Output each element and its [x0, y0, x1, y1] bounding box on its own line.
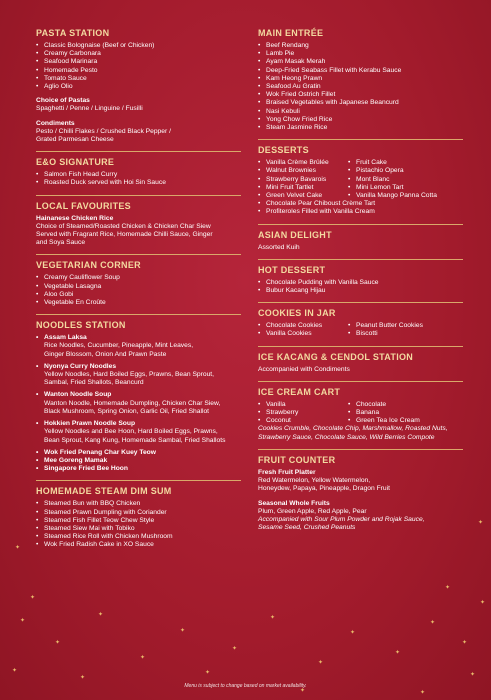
footer-note: Menu is subject to change based on market availability. — [184, 683, 307, 689]
star-icon: ✦ — [80, 675, 86, 681]
eo-signature-section — [36, 157, 241, 187]
star-icon: ✦ — [20, 618, 26, 624]
star-icon: ✦ — [430, 620, 436, 626]
star-icon: ✦ — [462, 640, 468, 646]
text-line: Accompanied with Condiments — [258, 365, 350, 373]
section-title: MAIN ENTRÉE — [258, 28, 324, 38]
star-icon: ✦ — [478, 520, 484, 526]
list-item: • Chocolate Cookies — [258, 322, 348, 330]
section-title: VEGETARIAN CORNER — [36, 260, 141, 271]
list-item: • Tomato Sauce — [36, 75, 241, 83]
list-item: • Wok Fried Radish Cake in XO Sauce — [36, 541, 241, 549]
text-line: Plum, Green Apple, Red Apple, Pear — [258, 507, 367, 515]
list-item: • Deep-Fried Seabass Fillet with Kerabu Sauce — [258, 67, 463, 75]
ice-cream-section — [258, 387, 463, 442]
list-item: • Nyonya Curry Noodles — [36, 363, 241, 371]
list-item: • Seafood Marinara — [36, 58, 241, 66]
list-item: • Roasted Duck served with Hoi Sin Sauce — [36, 179, 241, 187]
desserts-list-right — [348, 159, 437, 200]
list-item: • Vanilla Mango Panna Cotta — [348, 192, 437, 200]
desserts-section — [258, 145, 463, 216]
section-title: DESSERTS — [258, 145, 309, 156]
list-item: • Steamed Rice Roll with Chicken Mushroom — [36, 533, 241, 541]
list-item: • Steamed Siew Mai with Tobiko — [36, 525, 241, 533]
divider — [258, 302, 463, 303]
list-item: • Aglio Olio — [36, 83, 241, 91]
star-icon: ✦ — [318, 660, 324, 666]
text-line: Ginger Blossom, Onion And Prawn Paste — [44, 350, 167, 358]
star-icon: ✦ — [395, 650, 401, 656]
eo-list — [36, 171, 241, 187]
divider — [258, 346, 463, 347]
list-item: • Creamy Cauliflower Soup — [36, 274, 241, 282]
list-item: • Steamed Prawn Dumpling with Coriander — [36, 509, 241, 517]
divider — [258, 139, 463, 140]
divider — [36, 314, 241, 315]
list-item: • Steamed Fish Fillet Teow Chew Style — [36, 517, 241, 525]
icecream-list-left — [258, 401, 348, 426]
star-icon: ✦ — [445, 585, 451, 591]
divider — [258, 259, 463, 260]
list-item: • Walnut Brownies — [258, 167, 348, 175]
icecream-columns — [258, 401, 463, 426]
text-line: Black Mushroom, Spring Onion, Garlic Oil, Fried Shallot — [44, 407, 210, 415]
list-item: • Vanilla Cookies — [258, 330, 348, 338]
noodle-dish — [36, 334, 241, 359]
star-icon: ✦ — [140, 655, 146, 661]
star-icon: ✦ — [180, 628, 186, 634]
section-title: ASIAN DELIGHT — [258, 229, 332, 240]
list-item: • Vanilla — [258, 401, 348, 409]
text-line: Pesto / Chilli Flakes / Crushed Black Pepper / — [36, 127, 171, 135]
list-item: • Homemade Pesto — [36, 67, 241, 75]
dimsum-list — [36, 500, 241, 549]
section-title: PASTA STATION — [36, 28, 110, 38]
veg-list — [36, 274, 241, 307]
star-icon: ✦ — [55, 640, 61, 646]
sub-title: Fresh Fruit Platter — [258, 468, 316, 476]
noodle-dish — [36, 363, 241, 388]
list-item: • Fruit Cake — [348, 159, 437, 167]
section-title: ICE CREAM CART — [258, 386, 341, 397]
ice-kacang-section — [258, 352, 463, 374]
list-item: • Yong Chow Fried Rice — [258, 116, 463, 124]
list-item: • Wok Fried Ostrich Fillet — [258, 91, 463, 99]
list-item: • Mini Fruit Tartlet — [258, 184, 348, 192]
star-icon: ✦ — [350, 630, 356, 636]
text-line: Accompanied with Sour Plum Powder and Rojak Sauce, — [258, 515, 425, 523]
list-item: • Steam Jasmine Rice — [258, 124, 463, 132]
star-icon: ✦ — [470, 672, 476, 678]
sub-title: Condiments — [36, 119, 75, 127]
section-title: NOODLES STATION — [36, 320, 126, 331]
sub-title: Hainanese Chicken Rice — [36, 214, 114, 222]
text-line: Sambal, Fried Shallots, Beancurd — [44, 379, 144, 387]
section-title: HOT DESSERT — [258, 264, 326, 275]
text-line: Rice Noodles, Cucumber, Pineapple, Mint Leaves, — [44, 342, 194, 350]
divider — [36, 195, 241, 196]
text-line: Choice of Steamed/Roasted Chicken & Chicken Char Siew — [36, 222, 211, 230]
divider — [258, 381, 463, 382]
star-icon: ✦ — [480, 600, 486, 606]
list-item: • Singapore Fried Bee Hoon — [36, 465, 241, 473]
star-icon: ✦ — [15, 545, 21, 551]
main-entree-section — [258, 28, 463, 132]
list-item: • Mont Blanc — [348, 176, 437, 184]
list-item: • Hokkien Prawn Noodle Soup — [36, 420, 241, 428]
right-column — [258, 28, 463, 532]
list-item: • Strawberry Bavarois — [258, 176, 348, 184]
main-list — [258, 42, 463, 132]
vegetarian-corner-section — [36, 260, 241, 307]
list-item: • Biscotti — [348, 330, 423, 338]
list-item: • Chocolate Pear Chiboust Crème Tart — [258, 200, 463, 208]
noodle-dish — [36, 391, 241, 416]
icecream-list-right — [348, 401, 420, 426]
text-line: Honeydew, Papaya, Pineapple, Dragon Fruit — [258, 485, 390, 493]
text-line: Sesame Seed, Crushed Peanuts — [258, 524, 356, 532]
cookies-section — [258, 308, 463, 338]
star-icon: ✦ — [205, 670, 211, 676]
divider — [258, 224, 463, 225]
text-line: Bean Sprout, Kang Kung, Homemade Sambal, Fried Shallots — [44, 436, 226, 444]
section-title: LOCAL FAVOURITES — [36, 200, 131, 211]
text-line: Red Watermelon, Yellow Watermelon, — [258, 477, 371, 485]
list-item: • Mini Lemon Tart — [348, 184, 437, 192]
list-item: • Chocolate — [348, 401, 420, 409]
section-title: ICE KACANG & CENDOL STATION — [258, 351, 414, 362]
list-item: • Mee Goreng Mamak — [36, 457, 241, 465]
list-item: • Chocolate Pudding with Vanilla Sauce — [258, 279, 463, 287]
list-item: • Profiteroles Filled with Vanilla Cream — [258, 208, 463, 216]
text-line: and Soya Sauce — [36, 239, 86, 247]
text-line: Served with Fragrant Rice, Homemade Chilli Sauce, Ginger — [36, 231, 213, 239]
list-item: • Wok Fried Penang Char Kuey Teow — [36, 449, 241, 457]
list-item: • Braised Vegetables with Japanese Beancurd — [258, 99, 463, 107]
star-icon: ✦ — [30, 595, 36, 601]
list-item: • Creamy Carbonara — [36, 50, 241, 58]
noodle-dish — [36, 420, 241, 445]
list-item: • Beef Rendang — [258, 42, 463, 50]
list-item: • Wanton Noodle Soup — [36, 391, 241, 399]
cookies-list-left — [258, 322, 348, 338]
left-column — [36, 28, 241, 550]
sub-title: Choice of Pastas — [36, 97, 90, 105]
text-line: Spaghetti / Penne / Linguine / Fusilli — [36, 105, 143, 113]
pasta-list — [36, 42, 241, 91]
local-favourites-section — [36, 201, 241, 248]
list-item: • Salmon Fish Head Curry — [36, 171, 241, 179]
section-title: HOMEMADE STEAM DIM SUM — [36, 486, 172, 497]
section-title: COOKIES IN JAR — [258, 308, 336, 319]
cookies-list-right — [348, 322, 423, 338]
list-item: • Kam Heong Prawn — [258, 75, 463, 83]
list-item: • Aloo Gobi — [36, 291, 241, 299]
section-title: FRUIT COUNTER — [258, 454, 336, 465]
star-icon: ✦ — [98, 612, 104, 618]
fruit-counter-section — [258, 455, 463, 532]
text-line: Cookies Crumble, Chocolate Chip, Marshmallow, Roasted Nuts, — [258, 425, 448, 433]
list-item: • Classic Bolognaise (Beef or Chicken) — [36, 42, 241, 50]
list-item: • Bubur Kacang Hijau — [258, 287, 463, 295]
text-line: Grated Parmesan Cheese — [36, 136, 114, 144]
list-item: • Assam Laksa — [36, 334, 241, 342]
noodle-extra-list — [36, 449, 241, 474]
desserts-columns — [258, 159, 463, 200]
text-line: Yellow Noodles, Hard Boiled Eggs, Prawns, Bean Sprout, — [44, 371, 215, 379]
list-item: • Green Tea Ice Cream — [348, 417, 420, 425]
text-line: Wanton Noodle, Homemade Dumpling, Chicken Char Siew, — [44, 399, 221, 407]
list-item: • Lamb Pie — [258, 50, 463, 58]
list-item: • Green Velvet Cake — [258, 192, 348, 200]
list-item: • Nasi Kebuli — [258, 108, 463, 116]
text-line: Assorted Kuih — [258, 243, 300, 251]
star-icon: ✦ — [420, 690, 426, 696]
sub-title: Seasonal Whole Fruits — [258, 499, 330, 507]
star-icon: ✦ — [12, 668, 18, 674]
divider — [36, 151, 241, 152]
divider — [258, 449, 463, 450]
list-item: • Pistachio Opera — [348, 167, 437, 175]
list-item: • Strawberry — [258, 409, 348, 417]
list-item: • Banana — [348, 409, 420, 417]
desserts-list-full — [258, 200, 463, 216]
divider — [36, 254, 241, 255]
list-item: • Vegetable Lasagna — [36, 283, 241, 291]
list-item: • Peanut Butter Cookies — [348, 322, 423, 330]
cookies-columns — [258, 322, 463, 338]
dim-sum-section — [36, 486, 241, 549]
noodles-station-section — [36, 320, 241, 473]
star-icon: ✦ — [232, 646, 238, 652]
text-line: Strawberry Sauce, Chocolate Sauce, Wild Berries Compote — [258, 433, 435, 441]
list-item: • Seafood Au Gratin — [258, 83, 463, 91]
text-line: Yellow Noodles and Bee Hoon, Hard Boiled Eggs, Prawns, — [44, 428, 218, 436]
list-item: • Coconut — [258, 417, 348, 425]
hot-dessert-section — [258, 265, 463, 295]
asian-delight-section — [258, 230, 463, 252]
star-icon: ✦ — [300, 688, 306, 694]
list-item: • Vegetable En Croûte — [36, 299, 241, 307]
section-title: E&O SIGNATURE — [36, 157, 115, 168]
hot-list — [258, 279, 463, 295]
pasta-station-section — [36, 28, 241, 144]
list-item: • Vanilla Crème Brûlée — [258, 159, 348, 167]
list-item: • Steamed Bun with BBQ Chicken — [36, 500, 241, 508]
divider — [36, 480, 241, 481]
desserts-list-left — [258, 159, 348, 200]
list-item: • Ayam Masak Merah — [258, 58, 463, 66]
star-icon: ✦ — [270, 615, 276, 621]
